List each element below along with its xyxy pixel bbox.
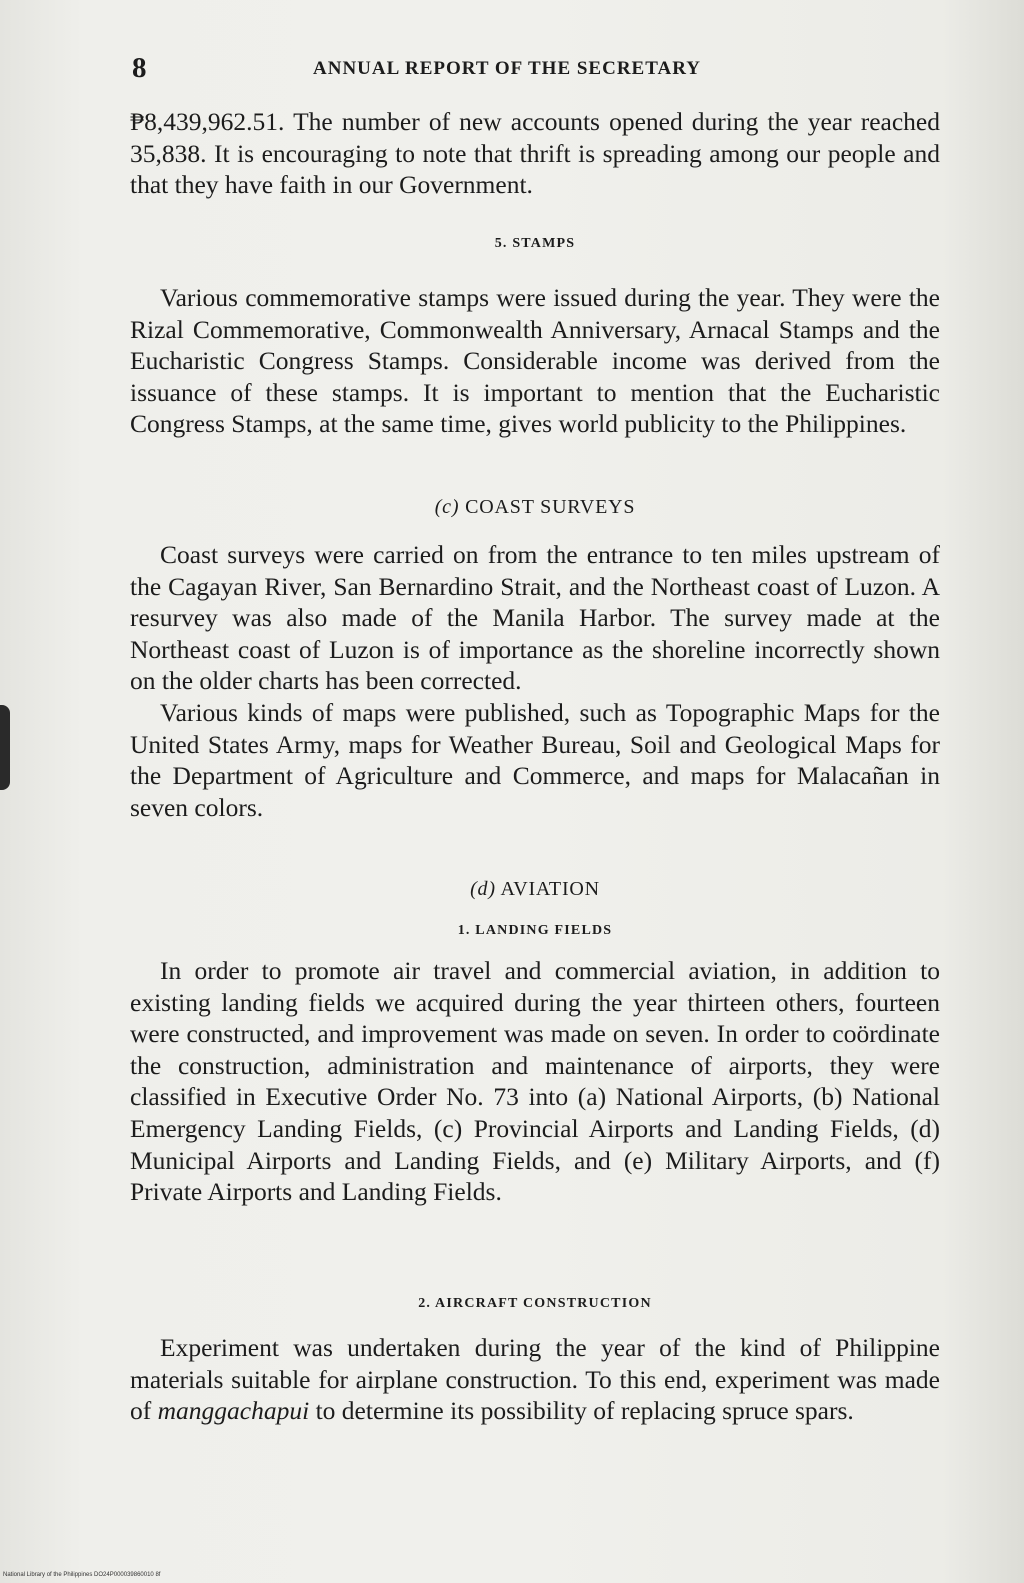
section-aviation <box>130 878 940 1208</box>
aircraft-construction-heading: 2. AIRCRAFT CONSTRUCTION <box>418 1296 652 1311</box>
paragraph-aircraft <box>130 1332 940 1427</box>
coast-heading-text: COAST SURVEYS <box>465 496 636 518</box>
aviation-heading-letter: (d) <box>470 878 496 900</box>
paragraph-stamps: Various commemorative stamps were issued during the year. They were the Rizal Commemorative, Commonwealth Anniversary, Arnacal Stamps and the Eucharistic Congress Stamps. Considerable income was derived from the issuance of these stamps. It is important to mention that the Eucharistic Congress Stamps, at the same time, gives world publicity to the Philippines. <box>130 283 940 439</box>
section-intro <box>130 106 940 201</box>
binding-mark <box>0 705 10 790</box>
aircraft-text-start: Experiment was undertaken during the year of the kind of Philippine materials suitable for airplane construction. To this end, experiment was made of <box>130 1333 940 1426</box>
paragraph-coast-1: Coast surveys were carried on from the entrance to ten miles upstream of the Cagayan River, San Bernardino Strait, and the Northeast coast of Luzon. A resurvey was also made of the Manila Harbor. The survey made at the Northeast coast of Luzon is of importance as the shoreline incorrectly shown on the older charts has been corrected. <box>130 540 940 696</box>
paragraph-landing-fields: In order to promote air travel and commercial aviation, in addition to existing landing fields we acquired during the year thirteen others, fourteen were constructed, and improvement was made on seven. In order to coördinate the construction, administration and maintenance of airports, they were classified in Executive Order No. 73 into (a) National Airports, (b) National Emergency Landing Fields, (c) Provincial Airports and Landing Fields, (d) Municipal Airports and Landing Fields, and (e) Military Airports, and (f) Private Airports and Landing Fields. <box>130 956 940 1207</box>
aviation-heading-text: AVIATION <box>500 878 600 900</box>
stamps-heading: 5. STAMPS <box>494 236 576 251</box>
page-number: 8 <box>132 52 147 84</box>
coast-heading-letter: (c) <box>434 496 460 518</box>
scan-credit: National Library of the Philippines DO24P000039860010 8f <box>3 1572 161 1578</box>
paragraph-coast-2: Various kinds of maps were published, such as Topographic Maps for the United States Army, maps for Weather Bureau, Soil and Geological Maps for the Department of Agriculture and Commerce, and maps for Malacañan in seven colors. <box>130 697 940 822</box>
landing-fields-heading: 1. LANDING FIELDS <box>457 923 613 938</box>
aircraft-text-end: to determine its possibility of replacing spruce spars. <box>315 1396 854 1426</box>
running-head: ANNUAL REPORT OF THE SECRETARY <box>313 58 701 79</box>
paragraph-intro: ₱8,439,962.51. The number of new accounts opened during the year reached 35,838. It is encouraging to note that thrift is spreading among our people and that they have faith in our Government. <box>130 107 940 200</box>
coast-surveys-heading <box>130 496 940 519</box>
section-aircraft-construction <box>130 1296 940 1427</box>
section-stamps <box>130 236 940 440</box>
aircraft-italic-term: manggachapui <box>157 1396 310 1426</box>
aviation-heading <box>130 878 940 901</box>
section-coast-surveys <box>130 496 940 823</box>
page-header <box>132 52 942 86</box>
